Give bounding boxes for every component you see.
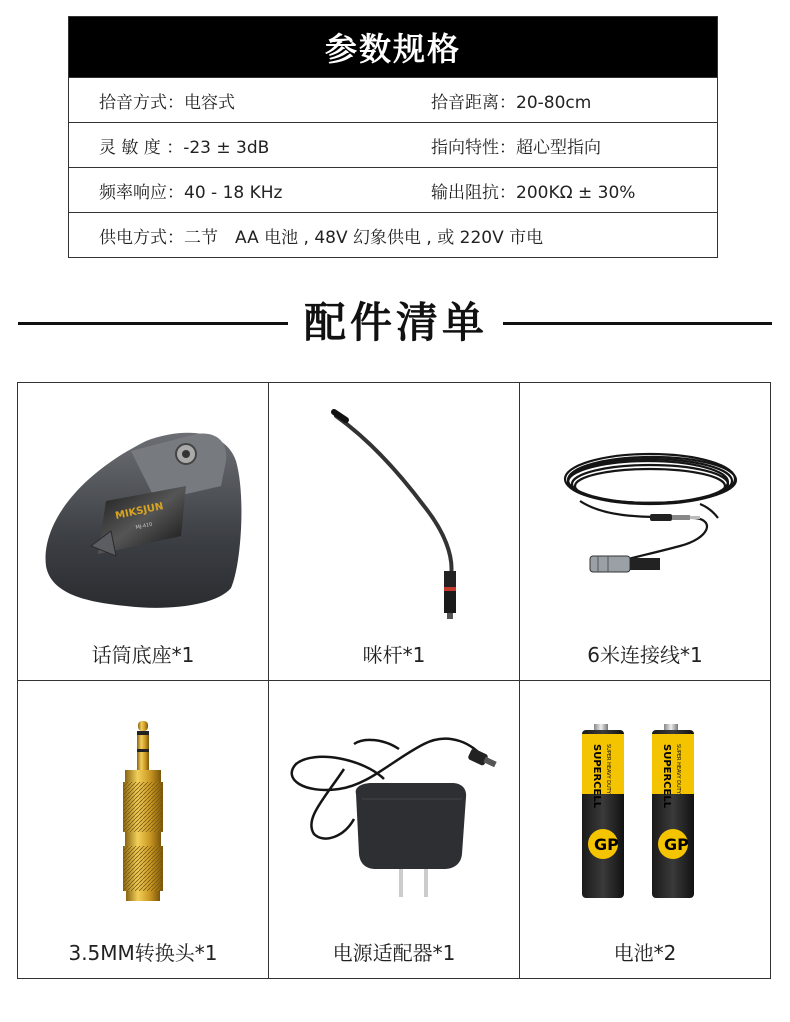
spec-pickup-mode: 拾音方式：电容式: [99, 92, 235, 113]
accessory-label: 电池*2: [613, 941, 677, 965]
heading-divider-right: [503, 322, 772, 325]
accessory-item-cable: [520, 383, 770, 681]
accessory-item-batteries: [520, 681, 770, 978]
accessory-item-adapter: [18, 681, 269, 978]
spec-row: [69, 77, 717, 122]
accessory-label: 咪杆*1: [362, 643, 426, 667]
spec-output-impedance: 输出阻抗：200KΩ ± 30%: [431, 182, 636, 203]
adapter-plug-icon: [103, 719, 183, 909]
base-model-label: MJ-410: [134, 521, 153, 531]
spec-power-supply: 供电方式：二节 AA 电池 , 48V 幻象供电 , 或 220V 市电: [99, 227, 544, 248]
spec-row: [69, 122, 717, 167]
battery-name-label: SUPERCELL: [661, 744, 672, 809]
battery-sub-label: SUPER HEAVY DUTY: [605, 744, 611, 794]
accessory-label: 话筒底座*1: [91, 643, 195, 667]
spec-row: [69, 212, 717, 257]
battery-name-label: SUPERCELL: [591, 744, 602, 809]
spec-sensitivity: 灵 敏 度 ：-23 ± 3dB: [99, 137, 270, 158]
heading-divider-left: [18, 322, 288, 325]
accessory-label: 3.5MM转换头*1: [68, 941, 218, 965]
cable-icon: [550, 446, 740, 586]
spec-pickup-distance: 拾音距离：20-80cm: [431, 92, 592, 113]
accessory-label: 6米连接线*1: [587, 643, 703, 667]
accessories-heading: [0, 295, 790, 353]
accessory-label: 电源适配器*1: [332, 941, 456, 965]
battery-brand-label: GP: [664, 835, 689, 854]
specs-table: [68, 16, 718, 258]
accessory-item-gooseneck: [269, 383, 520, 681]
accessories-grid: [17, 382, 771, 979]
spec-directivity: 指向特性：超心型指向: [431, 137, 601, 158]
battery-sub-label: SUPER HEAVY DUTY: [675, 744, 681, 794]
gooseneck-icon: [294, 406, 494, 626]
accessories-title: 配件清单: [303, 298, 488, 347]
spec-row: [69, 167, 717, 212]
spec-frequency-response: 频率响应：40 - 18 KHz: [99, 182, 283, 203]
base-brand-label: MIKSJUN: [113, 501, 164, 522]
battery-icon: [580, 724, 710, 904]
accessory-item-mic-base: [18, 383, 269, 681]
accessory-item-power-adapter: [269, 681, 520, 978]
power-adapter-icon: [284, 719, 504, 909]
battery-brand-label: GP: [594, 835, 619, 854]
mic-base-icon: [36, 416, 251, 616]
specs-title: 参数规格: [69, 17, 717, 77]
